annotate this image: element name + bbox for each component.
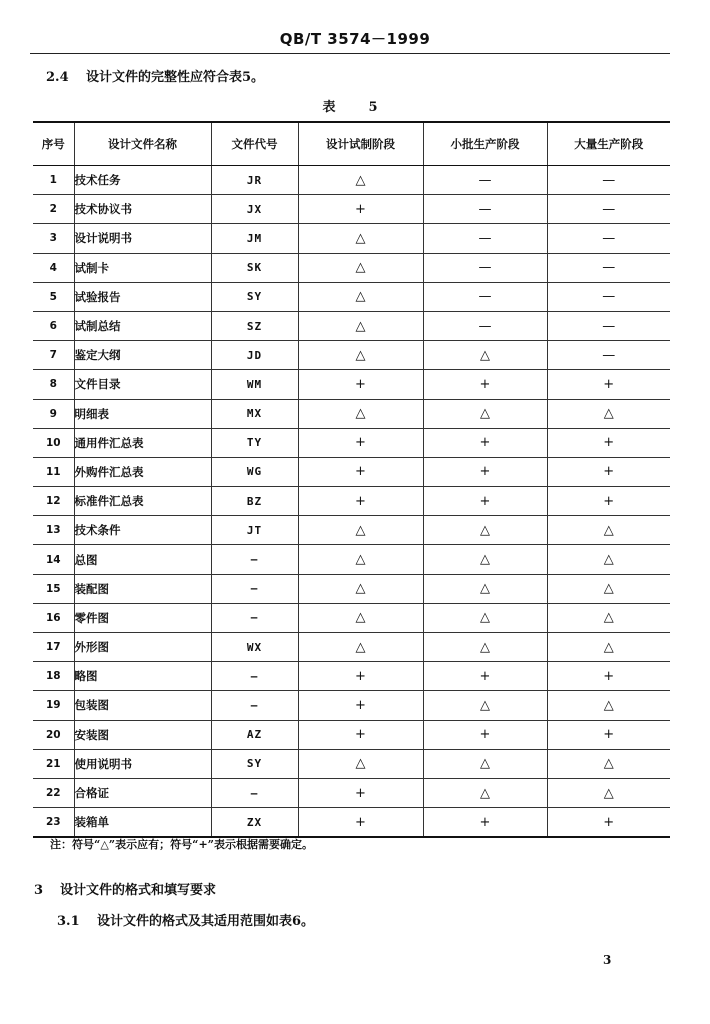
row-doc-code: JR	[211, 166, 298, 195]
row-seq: 14	[33, 545, 74, 574]
row-doc-code: AZ	[211, 720, 298, 749]
column-header-seq: 序号	[33, 122, 74, 166]
clause-3-1-number: 3.1	[57, 914, 80, 929]
row-doc-code: JT	[211, 516, 298, 545]
row-trial-stage: +	[298, 370, 423, 399]
row-mass-production-stage: △	[547, 516, 670, 545]
clause-2-4-number: 2.4	[46, 70, 69, 85]
row-mass-production-stage: +	[547, 720, 670, 749]
row-doc-name: 技术任务	[74, 166, 211, 195]
row-doc-name: 鉴定大纲	[74, 341, 211, 370]
row-doc-name: 外购件汇总表	[74, 457, 211, 486]
table-note: 注：符号“△”表示应有；符号“+”表示根据需要确定。	[50, 838, 313, 851]
row-trial-stage: +	[298, 428, 423, 457]
row-small-batch-stage: —	[423, 253, 547, 282]
clause-2-4-text: 设计文件的完整性应符合表5。	[86, 70, 265, 85]
row-doc-code: SY	[211, 282, 298, 311]
row-doc-code: —	[211, 574, 298, 603]
table-row	[33, 370, 670, 399]
row-doc-code: WM	[211, 370, 298, 399]
row-trial-stage: △	[298, 516, 423, 545]
row-small-batch-stage: △	[423, 545, 547, 574]
clause-3-1	[57, 910, 314, 929]
row-doc-name: 技术条件	[74, 516, 211, 545]
row-small-batch-stage: △	[423, 749, 547, 778]
table-body	[33, 166, 670, 838]
row-trial-stage: △	[298, 224, 423, 253]
row-doc-name: 略图	[74, 662, 211, 691]
column-header-doc-name: 设计文件名称	[74, 122, 211, 166]
row-mass-production-stage: △	[547, 399, 670, 428]
row-mass-production-stage: —	[547, 224, 670, 253]
row-trial-stage: +	[298, 778, 423, 807]
row-mass-production-stage: —	[547, 195, 670, 224]
row-doc-code: —	[211, 603, 298, 632]
row-small-batch-stage: +	[423, 808, 547, 838]
row-doc-name: 设计说明书	[74, 224, 211, 253]
table-row	[33, 224, 670, 253]
row-small-batch-stage: △	[423, 399, 547, 428]
row-doc-code: BZ	[211, 487, 298, 516]
table-row	[33, 720, 670, 749]
row-small-batch-stage: —	[423, 282, 547, 311]
table-row	[33, 603, 670, 632]
clause-3-heading	[34, 879, 216, 898]
table-row	[33, 282, 670, 311]
row-doc-code: SK	[211, 253, 298, 282]
row-small-batch-stage: —	[423, 195, 547, 224]
row-doc-name: 标准件汇总表	[74, 487, 211, 516]
row-mass-production-stage: +	[547, 487, 670, 516]
row-trial-stage: +	[298, 720, 423, 749]
table-row	[33, 749, 670, 778]
row-trial-stage: +	[298, 487, 423, 516]
row-seq: 22	[33, 778, 74, 807]
table-row	[33, 399, 670, 428]
row-doc-code: —	[211, 545, 298, 574]
row-seq: 9	[33, 399, 74, 428]
row-trial-stage: △	[298, 311, 423, 340]
row-doc-code: JM	[211, 224, 298, 253]
row-doc-name: 安装图	[74, 720, 211, 749]
row-doc-code: WX	[211, 633, 298, 662]
row-doc-code: —	[211, 662, 298, 691]
row-trial-stage: +	[298, 662, 423, 691]
row-small-batch-stage: △	[423, 603, 547, 632]
table-row	[33, 166, 670, 195]
row-mass-production-stage: —	[547, 282, 670, 311]
row-mass-production-stage: +	[547, 428, 670, 457]
row-doc-name: 使用说明书	[74, 749, 211, 778]
row-doc-name: 零件图	[74, 603, 211, 632]
table-row	[33, 662, 670, 691]
row-doc-code: JX	[211, 195, 298, 224]
row-small-batch-stage: +	[423, 370, 547, 399]
row-seq: 12	[33, 487, 74, 516]
row-doc-name: 总图	[74, 545, 211, 574]
row-mass-production-stage: —	[547, 253, 670, 282]
standard-number-header: QB/T 3574－1999	[279, 30, 431, 48]
row-mass-production-stage: —	[547, 311, 670, 340]
clause-3-number: 3	[34, 883, 44, 898]
row-trial-stage: △	[298, 399, 423, 428]
row-doc-name: 包装图	[74, 691, 211, 720]
row-small-batch-stage: △	[423, 778, 547, 807]
table-row	[33, 428, 670, 457]
row-small-batch-stage: △	[423, 516, 547, 545]
table-row	[33, 691, 670, 720]
column-header-mass-production-stage: 大量生产阶段	[547, 122, 670, 166]
table-row	[33, 195, 670, 224]
row-seq: 7	[33, 341, 74, 370]
row-doc-name: 明细表	[74, 399, 211, 428]
row-mass-production-stage: +	[547, 808, 670, 838]
row-seq: 5	[33, 282, 74, 311]
row-seq: 13	[33, 516, 74, 545]
row-doc-code: SZ	[211, 311, 298, 340]
row-mass-production-stage: △	[547, 574, 670, 603]
row-seq: 4	[33, 253, 74, 282]
table-row	[33, 457, 670, 486]
row-mass-production-stage: +	[547, 457, 670, 486]
row-small-batch-stage: △	[423, 633, 547, 662]
row-mass-production-stage: +	[547, 370, 670, 399]
row-small-batch-stage: +	[423, 662, 547, 691]
row-doc-code: —	[211, 691, 298, 720]
row-trial-stage: △	[298, 545, 423, 574]
table-row	[33, 341, 670, 370]
row-seq: 21	[33, 749, 74, 778]
row-small-batch-stage: △	[423, 691, 547, 720]
table-row	[33, 516, 670, 545]
row-seq: 1	[33, 166, 74, 195]
row-trial-stage: △	[298, 749, 423, 778]
row-small-batch-stage: △	[423, 574, 547, 603]
table-header-row	[33, 122, 670, 166]
row-doc-code: TY	[211, 428, 298, 457]
row-doc-name: 装配图	[74, 574, 211, 603]
row-doc-name: 外形图	[74, 633, 211, 662]
header-rule	[30, 53, 670, 54]
table-row	[33, 253, 670, 282]
column-header-trial-stage: 设计试制阶段	[298, 122, 423, 166]
row-doc-code: —	[211, 778, 298, 807]
table-row	[33, 778, 670, 807]
row-mass-production-stage: +	[547, 662, 670, 691]
row-small-batch-stage: —	[423, 311, 547, 340]
row-mass-production-stage: △	[547, 749, 670, 778]
table-row	[33, 545, 670, 574]
row-seq: 18	[33, 662, 74, 691]
row-seq: 2	[33, 195, 74, 224]
table-row	[33, 487, 670, 516]
row-seq: 15	[33, 574, 74, 603]
row-doc-name: 文件目录	[74, 370, 211, 399]
row-mass-production-stage: —	[547, 341, 670, 370]
row-doc-name: 试制卡	[74, 253, 211, 282]
row-doc-name: 试制总结	[74, 311, 211, 340]
row-doc-code: ZX	[211, 808, 298, 838]
design-document-table	[33, 121, 670, 838]
clause-3-1-text: 设计文件的格式及其适用范围如表6。	[97, 914, 315, 929]
row-small-batch-stage: +	[423, 428, 547, 457]
row-trial-stage: +	[298, 691, 423, 720]
row-doc-name: 通用件汇总表	[74, 428, 211, 457]
row-small-batch-stage: +	[423, 457, 547, 486]
column-header-doc-code: 文件代号	[211, 122, 298, 166]
row-seq: 23	[33, 808, 74, 838]
row-trial-stage: △	[298, 633, 423, 662]
row-small-batch-stage: +	[423, 720, 547, 749]
row-mass-production-stage: △	[547, 691, 670, 720]
table-row	[33, 633, 670, 662]
row-doc-code: MX	[211, 399, 298, 428]
row-doc-name: 试验报告	[74, 282, 211, 311]
row-seq: 3	[33, 224, 74, 253]
row-small-batch-stage: —	[423, 224, 547, 253]
row-trial-stage: △	[298, 253, 423, 282]
row-small-batch-stage: —	[423, 166, 547, 195]
row-trial-stage: +	[298, 457, 423, 486]
row-seq: 8	[33, 370, 74, 399]
row-mass-production-stage: △	[547, 778, 670, 807]
row-doc-code: JD	[211, 341, 298, 370]
row-seq: 11	[33, 457, 74, 486]
row-doc-code: SY	[211, 749, 298, 778]
row-trial-stage: △	[298, 282, 423, 311]
row-seq: 16	[33, 603, 74, 632]
page-number: 3	[603, 953, 612, 967]
row-trial-stage: △	[298, 341, 423, 370]
row-small-batch-stage: +	[423, 487, 547, 516]
row-doc-name: 装箱单	[74, 808, 211, 838]
table-row	[33, 808, 670, 838]
row-seq: 10	[33, 428, 74, 457]
table-row	[33, 574, 670, 603]
row-mass-production-stage: —	[547, 166, 670, 195]
row-mass-production-stage: △	[547, 603, 670, 632]
row-seq: 6	[33, 311, 74, 340]
column-header-small-batch-stage: 小批生产阶段	[423, 122, 547, 166]
row-mass-production-stage: △	[547, 545, 670, 574]
row-doc-name: 合格证	[74, 778, 211, 807]
row-seq: 20	[33, 720, 74, 749]
row-mass-production-stage: △	[547, 633, 670, 662]
row-trial-stage: △	[298, 603, 423, 632]
clause-2-4	[46, 66, 264, 85]
row-small-batch-stage: △	[423, 341, 547, 370]
row-seq: 17	[33, 633, 74, 662]
table-row	[33, 311, 670, 340]
row-doc-name: 技术协议书	[74, 195, 211, 224]
table-caption: 表 5	[322, 100, 388, 115]
row-trial-stage: △	[298, 574, 423, 603]
row-trial-stage: +	[298, 195, 423, 224]
row-trial-stage: △	[298, 166, 423, 195]
clause-3-text: 设计文件的格式和填写要求	[60, 883, 217, 898]
row-doc-code: WG	[211, 457, 298, 486]
row-seq: 19	[33, 691, 74, 720]
row-trial-stage: +	[298, 808, 423, 838]
